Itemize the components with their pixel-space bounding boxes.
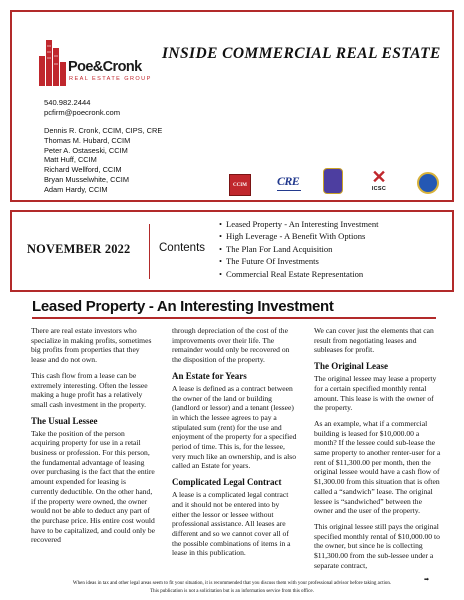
article-column-3: [314, 326, 442, 576]
contents-divider: [149, 224, 150, 279]
team-member: Peter A. Ostaseski, CCIM: [44, 145, 128, 155]
paragraph: through depreciation of the cost of the improvements over their life. The remainder would only be recovered on the disposition of the property.: [172, 326, 290, 365]
section-heading: The Original Lease: [314, 361, 388, 372]
toc-item[interactable]: • Leased Property - An Interesting Investment: [219, 218, 379, 230]
toc-item[interactable]: • High Leverage - A Benefit With Options: [219, 230, 379, 242]
team-list: [44, 126, 162, 195]
paragraph: As an example, what if a commercial building is leased for $10,000.00 a month? If the lessee could sub-lease the same property to another renter-user for a rent of $11,300.00 per month, then the original lessee would have a cash flow of $1,300.00 from this situation that is often called a “sandwich” lease. The original lessee is “sandwiched” between the owner and the user of the property.: [314, 418, 441, 516]
cre-logo-text: CRE: [277, 174, 300, 188]
paragraph: We can cover just the elements that can result from negotiating leases and subleases for profit.: [314, 326, 434, 355]
title-rule: [32, 317, 436, 319]
team-member: Thomas M. Hubard, CCIM: [44, 135, 131, 145]
toc-item[interactable]: • The Future Of Investments: [219, 255, 379, 267]
cre-logo: [277, 174, 301, 200]
team-member: Dennis R. Cronk, CCIM, CIPS, CRE: [44, 126, 163, 135]
paragraph: Take the position of the person acquiring property for use in a retail business or profession. For this person, the fundamental advantage of leasing over purchasing is the fact that the entire amount expended for leasing is currently deductible. On the other hand, if the property were owned, the owner would not be able to deduct any part of the purchase price. His entire cost would have to be capitalized, and could only be recovered: [31, 428, 155, 545]
toc-item[interactable]: • Commercial Real Estate Representation: [219, 268, 379, 280]
table-of-contents: [219, 218, 379, 280]
icsc-mark-icon: ✕: [371, 167, 387, 187]
toc-item[interactable]: • The Plan For Land Acquisition: [219, 243, 379, 255]
section-heading: Complicated Legal Contract: [172, 477, 282, 488]
article-column-2: [172, 326, 298, 564]
company-logo: [38, 38, 156, 92]
newsletter-title: INSIDE COMMERCIAL REAL ESTATE: [162, 45, 441, 62]
contents-label: Contents: [159, 242, 206, 254]
issue-date: NOVEMBER 2022: [27, 242, 131, 256]
article-title: Leased Property - An Interesting Investment: [32, 298, 334, 315]
icsc-logo: [367, 168, 391, 196]
footer-line: When ideas in tax and other legal areas seem to fit your situation, it is recommended that you discuss them with your professional advisor before taking action.: [72, 581, 392, 586]
building-logo-icon: [38, 38, 68, 88]
paragraph: A lease is a complicated legal contract and it should not be entered into by either the lessor or lessee without professional assistance. All leases are different and so we cannot cover all of the possible combinations of items in a lease in this publication.: [172, 490, 291, 558]
paragraph: A lease is defined as a contract between the owner of the land or building (landlord or lessor) and a tenant (lessee) in which the lessee agrees to pay a stipulated sum (rent) for the use and enjoyment of the property for a specified period of time. This is, for the lessee, very much like an ownership, and is also called an Estate for years.: [172, 383, 297, 471]
team-member: Adam Hardy, CCIM: [44, 184, 108, 194]
contact-block: [44, 98, 120, 118]
article-column-1: [31, 326, 155, 551]
globe-seal-icon: [417, 172, 439, 194]
paragraph: This cash flow from a lease can be extremely interesting. Often the lessee making a huge profit has a relatively small cash investment in the property.: [31, 370, 148, 409]
phone-number: 540.982.2444: [44, 98, 91, 107]
section-heading: An Estate for Years: [172, 370, 247, 381]
affiliation-logos: [227, 168, 447, 196]
section-heading: The Usual Lessee: [31, 415, 98, 426]
footer-line: This publication is not a solicitation but is an information service from this office.: [150, 589, 314, 594]
paragraph: There are real estate investors who specialize in making profits, sometimes big profits from properties that they lease and do not own.: [31, 326, 152, 365]
team-member: Richard Wellford, CCIM: [44, 165, 122, 175]
ccim-logo: CCIM: [229, 174, 251, 196]
logo-tagline: REAL ESTATE GROUP: [69, 76, 152, 82]
logo-wordmark: Poe&Cronk: [68, 59, 142, 75]
footer-disclaimer: [0, 580, 464, 596]
institute-seal-icon: [323, 168, 343, 194]
paragraph: The original lessee may lease a property for a certain specified monthly rental amount. This lease is with the owner of the property.: [314, 374, 437, 413]
continued-arrow-icon: ➡: [424, 576, 430, 583]
team-member: Matt Huff, CCIM: [44, 155, 97, 165]
icsc-logo-text: ICSC: [371, 186, 387, 192]
email-address[interactable]: pcfirm@poecronk.com: [44, 108, 121, 117]
paragraph: This original lessee still pays the original specified monthly rental of $10,000.00 to the owner, but since he is collecting $11,300.00 from the sub-lessee under a separate contract,: [314, 521, 440, 570]
team-member: Bryan Musselwhite, CCIM: [44, 174, 130, 184]
